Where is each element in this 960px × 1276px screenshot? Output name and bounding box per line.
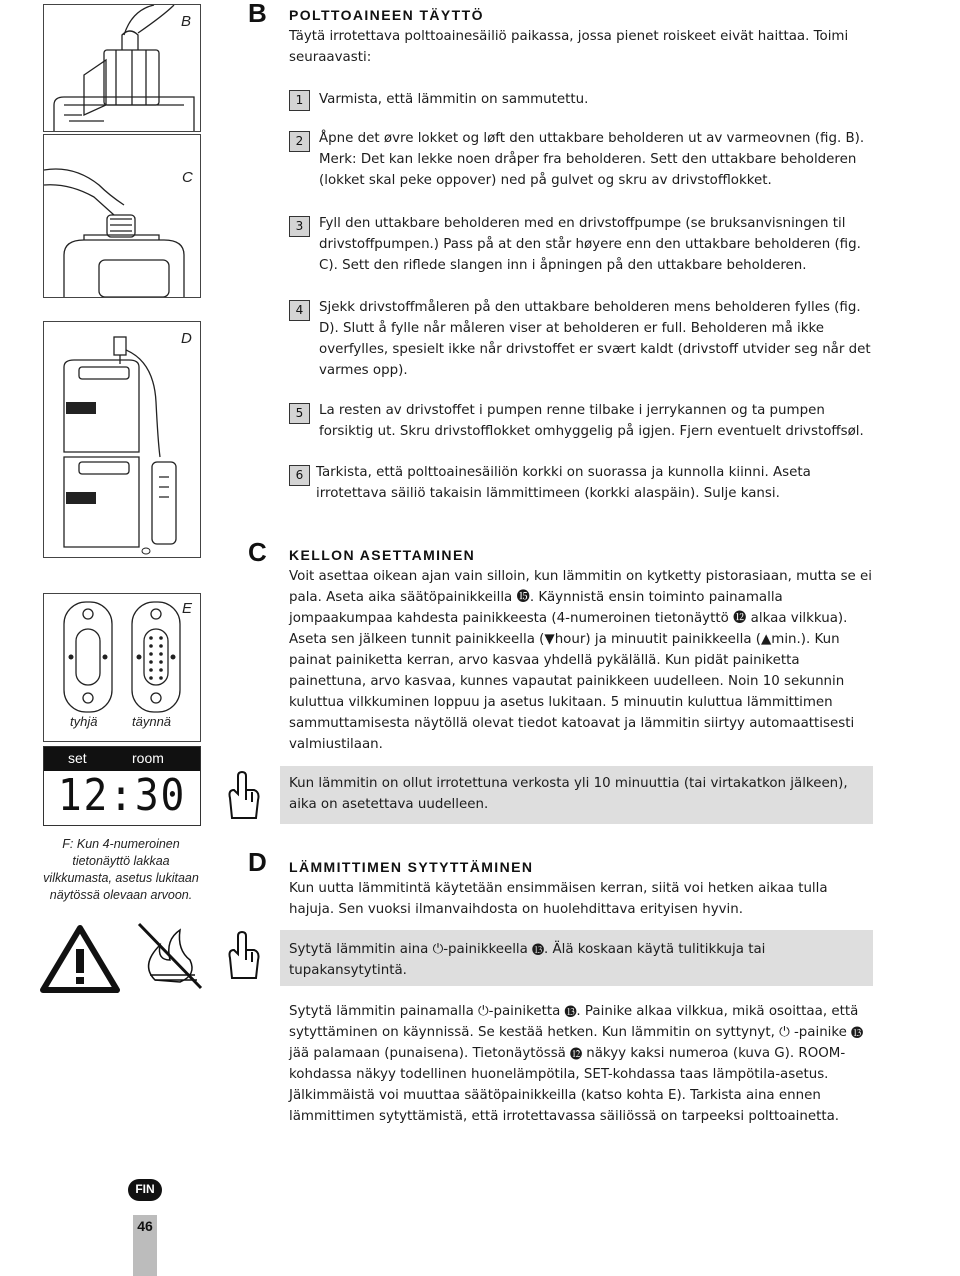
- figure-b-illustration: [44, 5, 200, 131]
- figure-e-label-empty: tyhjä: [70, 714, 98, 729]
- figure-c: [43, 134, 201, 298]
- step-4-text: Sjekk drivstoffmåleren på den uttakbare beholderen mens beholderen fylles (fig. D). Slutt å fylle når måleren viser at beholderen er full. Beholderen må ikke overfylles, spesielt ikke når drivstoffet er svært kaldt (drivstoff utvider seg når det varmes opp).: [319, 300, 871, 378]
- section-d-body2: Sytytä lämmitin painamalla ⏻-painiketta ⓭. Painike alkaa vilkkua, mikä osoittaa, että sytyttäminen on käynnissä. Se kestää hetken. Kun lämmitin on syttynyt, ⏻ -painike ⓭ jää palamaan (punaisena). Tietonäytössä ⓬ näkyy kaksi numeroa (kuva G). ROOM-kohdassa näkyy todellinen huonelämpötila, SET-kohdassa taas lämpötila-asetus. Jälkimmäistä voi muuttaa säätöpainikkeilla (katso kohta E). Tarkista aina ennen lämmittimen sytyttämistä, että irrotettavassa säiliössä on tarpeeksi polttoainetta.: [289, 1004, 864, 1124]
- figure-d-illustration: [44, 322, 200, 557]
- figure-b: [43, 4, 201, 132]
- display-header: [44, 747, 200, 771]
- display-set-label: set: [68, 750, 87, 766]
- step-2-number: 2: [289, 131, 310, 152]
- step-5-number: 5: [289, 403, 310, 424]
- step-1-number: 1: [289, 90, 310, 111]
- figure-e-gauges: [44, 594, 200, 741]
- page-number: 46: [137, 1218, 153, 1234]
- display-room-label: room: [132, 750, 164, 766]
- figure-d: [43, 321, 201, 558]
- section-b-letter: B: [248, 0, 267, 28]
- step-2-text: Åpne det øvre lokket og løft den uttakbare beholderen ut av varmeovnen (fig. B). Merk: Det kan lekke noen dråper fra beholderen. Sett den uttakbare beholderen (lokket skal peke oppover) ned på gulvet og skru av drivstofflokket.: [319, 131, 865, 188]
- step-3-number: 3: [289, 216, 310, 237]
- figure-f-caption: F: Kun 4-numeroinen tietonäyttö lakkaa vilkkumasta, asetus lukitaan näytössä olevaan arvoon.: [43, 837, 199, 902]
- section-d-title: LÄMMITTIMEN SYTYTTÄMINEN: [289, 859, 534, 875]
- section-d-letter: D: [248, 847, 267, 877]
- display-panel: [43, 746, 201, 826]
- section-c-note: Kun lämmitin on ollut irrotettuna verkosta yli 10 minuuttia (tai virtakatkon jälkeen), aika on asetettava uudelleen.: [289, 776, 848, 812]
- no-flame-icon: [135, 920, 205, 992]
- step-3-text: Fyll den uttakbare beholderen med en drivstoffpumpe (se bruksanvisningen til drivstoffpumpen.) Pass på at den står høyere enn den uttakbare beholderen (fig. C). Sett den riflede slangen inn i åpningen på den uttakbare beholderen.: [319, 216, 861, 273]
- section-b-title: POLTTOAINEEN TÄYTTÖ: [289, 7, 484, 23]
- language-badge: [128, 1179, 162, 1201]
- step-1-text: Varmista, että lämmitin on sammutettu.: [319, 92, 589, 107]
- section-d-body: Kun uutta lämmitintä käytetään ensimmäisen kerran, siitä voi hetken aikaa tulla hajuja. Sen vuoksi ilmanvaihdosta on huolehdittava erityisen hyvin.: [289, 881, 828, 917]
- display-time: 12:30: [57, 770, 187, 821]
- section-c-body: Voit asettaa oikean ajan vain silloin, kun lämmitin on kytketty pistorasiaan, mutta se ei pala. Aseta aika säätöpainikkeilla ⓯. Käynnistä ensin toiminto painamalla jompaakumpaa kahdesta painikkeesta (4-numeroinen tietonäyttö ⓬ alkaa vilkkua). Aseta sen jälkeen tunnit painikkeella (▼hour) ja minuutit painikkeella (▲min.). Kun painat painiketta kerran, arvo kasvaa yhdellä pykälällä. Kun pidät painiketta painettuna, arvo kasvaa, kunnes vapautat painikkeen uudelleen. Noin 10 sekunnin kuluttua vilkkuminen loppuu ja asetus lukitaan. 5 minuutin kuluttua lämmittimen sammuttamisesta näytöllä olevat tiedot katoavat ja lämmitin siirtyy automaattisesti valmiustilaan.: [289, 569, 873, 752]
- hand-pointer-icon-2: [224, 930, 262, 980]
- warning-triangle-icon: [40, 925, 120, 993]
- figure-e-letter: E: [182, 600, 193, 617]
- figure-b-letter: B: [181, 13, 192, 30]
- section-c-letter: C: [248, 537, 267, 567]
- step-4-number: 4: [289, 300, 310, 321]
- section-c-title: KELLON ASETTAMINEN: [289, 547, 476, 563]
- language-badge-label: FIN: [135, 1182, 155, 1196]
- section-b-intro: Täytä irrotettava polttoainesäiliö paikassa, jossa pienet roiskeet eivät haittaa. Toimi seuraavasti:: [289, 29, 849, 65]
- step-6-number: 6: [289, 465, 310, 486]
- figure-c-illustration: [44, 135, 200, 297]
- step-5-text: La resten av drivstoffet i pumpen renne tilbake i jerrykannen og ta pumpen forsiktig ut. Skru drivstofflokket omhyggelig på igjen. Fjern eventuelt drivstoffsøl.: [319, 403, 864, 439]
- figure-e-label-full: täynnä: [132, 714, 172, 729]
- hand-pointer-icon: [224, 770, 262, 820]
- figure-e: [43, 593, 201, 742]
- section-d-note: Sytytä lämmitin aina ⏻-painikkeella ⓭. Älä koskaan käytä tulitikkuja tai tupakansytytintä.: [289, 942, 766, 978]
- figure-d-letter: D: [181, 330, 192, 347]
- figure-c-letter: C: [182, 169, 193, 186]
- step-6-text: Tarkista, että polttoainesäiliön korkki on suorassa ja kunnolla kiinni. Aseta irrotettava säiliö takaisin lämmittimeen (korkki alaspäin). Sulje kansi.: [316, 465, 811, 501]
